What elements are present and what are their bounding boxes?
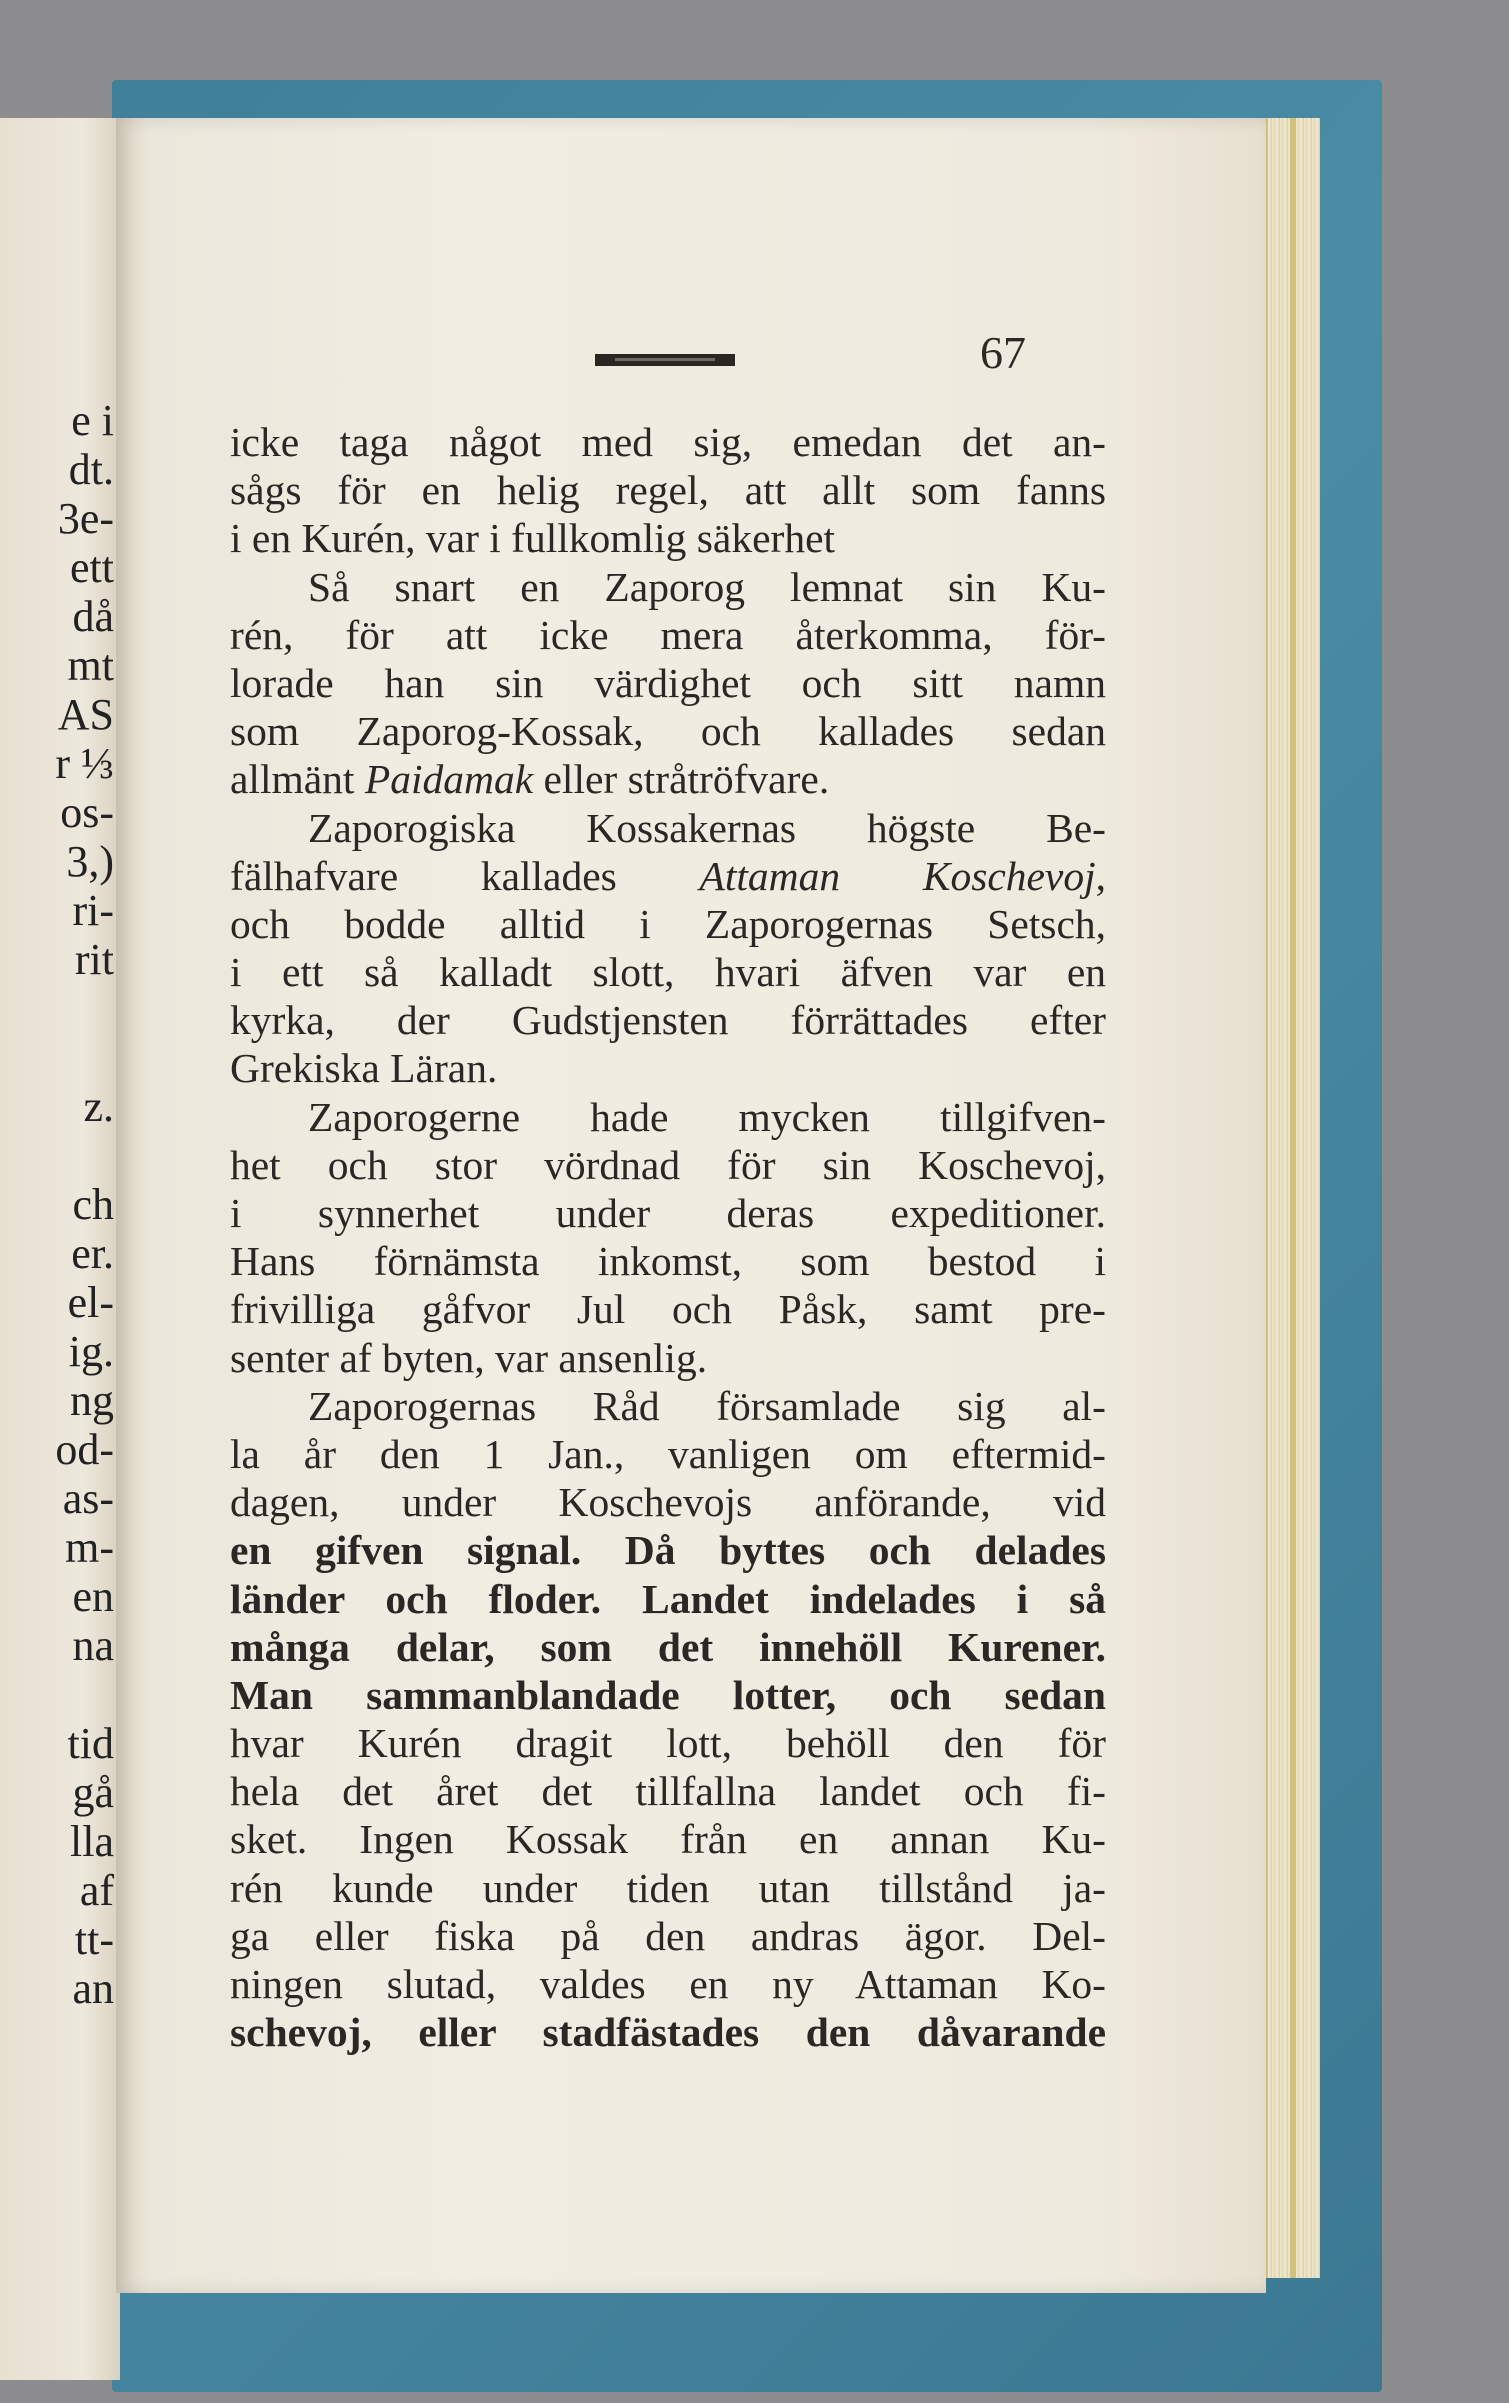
text-segment: frivilliga gåfvor Jul och Påsk, samt pre- [230,1286,1106,1333]
left-page-fragment: en [72,1572,114,1621]
text-line [230,1671,1106,1719]
text-line [230,1960,1106,2008]
text-segment: hela det året det tillfallna landet och fi- [230,1768,1106,1815]
text-line [230,1767,1106,1815]
left-page-fragment: AS [57,690,114,739]
left-page-fragment: m- [65,1523,114,1572]
left-page-fragment: od- [55,1425,114,1474]
text-segment: la år den 1 Jan., vanligen om eftermid- [230,1430,1106,1477]
left-page-fragment: z. [83,1082,114,1131]
text-line [230,514,1106,562]
text-segment: schevoj, eller stadfästades den dåvarande [230,2009,1106,2056]
left-page-fragment: ng [70,1376,114,1425]
left-page-fragment: as- [62,1474,114,1523]
text-segment: sågs för en helig regel, att allt som fanns [230,467,1106,514]
text-segment: ga eller fiska på den andras ägor. Del- [230,1912,1106,1959]
text-segment: icke taga något med sig, emedan det an- [230,419,1106,465]
left-page-fragment: ri- [72,886,114,935]
text-segment: fälhafvare kallades [230,852,700,899]
left-page-fragment: ig. [68,1327,114,1376]
text-line [230,611,1106,659]
text-segment: senter af byten, var ansenlig. [230,1334,708,1381]
text-line [230,996,1106,1044]
text-segment: en gifven signal. Då byttes och delades [230,1527,1106,1574]
text-line [230,1044,1106,1092]
text-line [230,1237,1106,1285]
left-page-fragment: tid [67,1719,114,1768]
text-line [230,1526,1106,1574]
text-segment: rén kunde under tiden utan tillstånd ja- [230,1864,1106,1911]
left-page [0,118,120,2380]
italic-text: Attaman Koschevoj [699,852,1096,899]
text-line [230,1430,1106,1478]
text-segment: Så snart en Zaporog lemnat sin Ku- [308,563,1106,610]
text-line [230,852,1106,900]
text-segment: Zaporogernas Råd församlade sig al- [308,1382,1106,1429]
text-line [230,948,1106,996]
text-segment: som Zaporog-Kossak, och kallades sedan [230,708,1106,755]
text-segment: rén, för att icke mera återkomma, för- [230,611,1106,658]
text-line [230,563,1106,611]
text-line [230,1141,1106,1189]
text-line [230,1912,1106,1960]
left-page-fragment: os- [60,788,114,837]
left-page-fragment: el- [67,1278,114,1327]
left-page-fragment: tt- [74,1915,114,1964]
left-page-fragment: mt [67,641,114,690]
text-line [230,1478,1106,1526]
page-number: 67 [980,327,1026,378]
text-segment: kyrka, der Gudstjensten förrättades efter [230,997,1106,1044]
text-line [230,659,1106,707]
text-line [230,804,1106,852]
text-line [230,1382,1106,1430]
left-page-fragment: 3e- [57,494,114,543]
text-line [230,707,1106,755]
text-line [230,1575,1106,1623]
text-segment: Zaporogiska Kossakernas högste Be- [308,804,1106,851]
left-page-fragment: lla [70,1817,114,1866]
left-page-fragment [55,1131,114,1180]
text-line [230,2008,1106,2056]
text-segment: Grekiska Läran. [230,1045,498,1092]
left-page-fragment: då [72,592,114,641]
text-line [230,1815,1106,1863]
text-line [230,418,1106,466]
text-segment: i synnerhet under deras expeditioner. [230,1190,1106,1236]
text-segment: allmänt [230,756,365,803]
left-page-fragment [55,1670,114,1719]
text-segment: Zaporogerne hade mycken tillgifven- [308,1093,1106,1140]
text-segment: många delar, som det innehöll Kurener. [230,1623,1106,1670]
text-segment: i ett så kalladt slott, hvari äfven var en [230,949,1106,996]
text-segment: ningen slutad, valdes en ny Attaman Ko- [230,1961,1106,2007]
left-page-fragment: 3,) [66,837,114,886]
text-segment: eller stråtröfvare. [533,756,830,803]
text-segment: het och stor vördnad för sin Koschevoj, [230,1141,1106,1188]
text-segment: lorade han sin värdighet och sitt namn [230,659,1106,706]
gilt-edge-line [1290,118,1296,2278]
italic-text: Paidamak [364,756,534,803]
text-segment: dagen, under Koschevojs anförande, vid [230,1479,1106,1526]
left-page-fragment [55,984,114,1033]
text-line [230,900,1106,948]
text-line [230,1093,1106,1141]
text-line [230,1864,1106,1912]
text-line [230,1285,1106,1333]
text-segment: sket. Ingen Kossak från en annan Ku- [230,1816,1106,1863]
text-segment: Hans förnämsta inkomst, som bestod i [230,1238,1106,1285]
text-segment: Man sammanblandade lotter, och sedan [230,1671,1106,1718]
left-page-fragment [55,1033,114,1082]
left-page-fragment: rit [74,935,114,984]
body-text [230,418,1106,2056]
text-line [230,1189,1106,1237]
left-page-fragment: af [79,1866,114,1915]
text-line [230,1623,1106,1671]
left-page-fragment: er. [71,1229,114,1278]
left-page-fragment: gå [72,1768,114,1817]
text-line [230,755,1106,803]
left-page-fragment: e i [71,396,114,445]
text-line [230,1334,1106,1382]
text-segment: och bodde alltid i Zaporogernas Setsch, [230,900,1106,947]
left-page-fragment: ett [70,543,114,592]
text-segment: hvar Kurén dragit lott, behöll den för [230,1720,1106,1767]
left-page-fragment: r ⅓ [55,739,114,788]
text-line [230,466,1106,514]
text-line [230,1719,1106,1767]
left-page-fragment: na [72,1621,114,1670]
text-segment: , [1095,852,1107,899]
left-page-fragment: dt. [68,445,114,494]
header-rule [595,354,735,366]
left-page-fragment: ch [72,1180,114,1229]
text-segment: länder och floder. Landet indelades i så [230,1575,1106,1622]
text-segment: i en Kurén, var i fullkomlig säkerhet [230,515,836,562]
left-page-text [55,396,114,2013]
left-page-fragment: an [72,1964,114,2013]
